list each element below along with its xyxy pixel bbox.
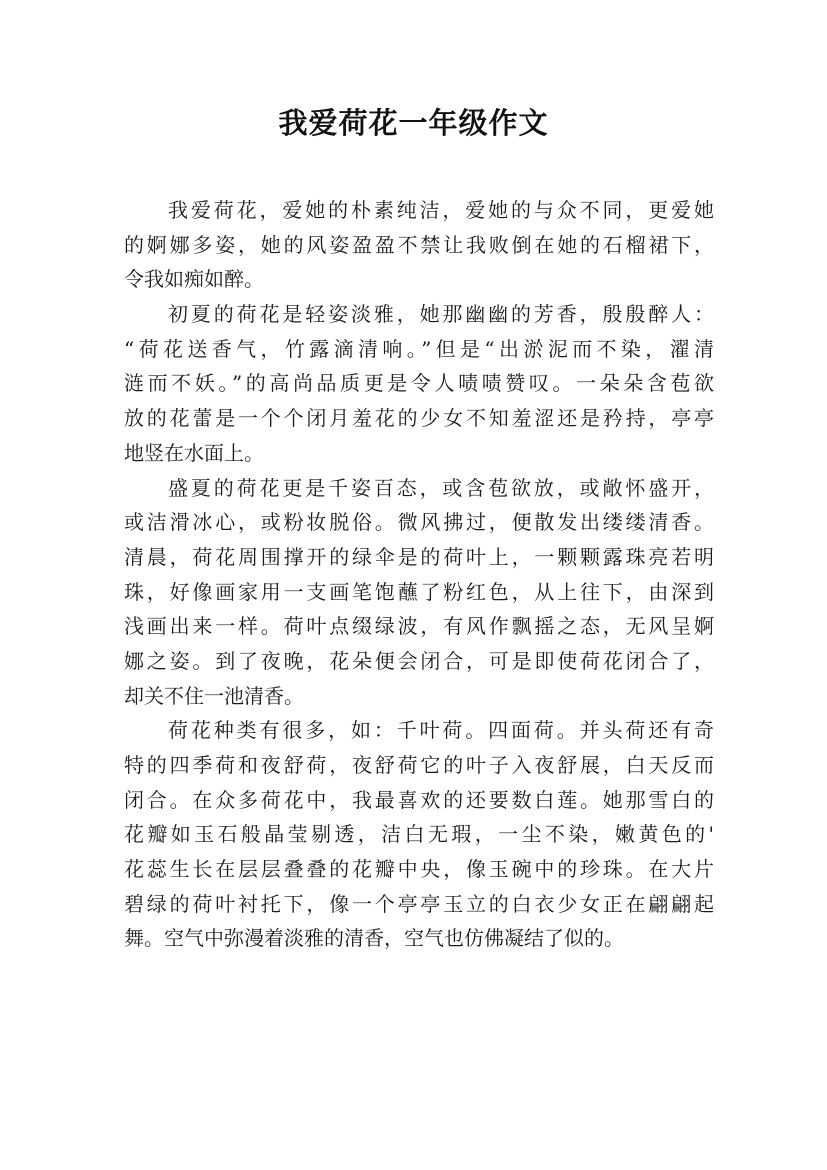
text-line: 却关不住一池清香。 [124,683,304,708]
text-line: 我爱荷花，爱她的朴素纯洁，爱她的与众不同，更爱她 [168,198,714,222]
text-line: 花蕊生长在层层叠叠的花瓣中央，像玉碗中的珍珠。在大片 [124,857,714,882]
text-line: 初夏的荷花是轻姿淡雅，她那幽幽的芳香，殷殷醉人： [168,302,714,327]
text-line: 令我如痴如醉。 [124,267,264,292]
text-line: 舞。空气中弥漫着淡雅的清香，空气也仿佛凝结了似的。 [124,926,624,951]
text-line: 特的四季荷和夜舒荷，夜舒荷它的叶子入夜舒展，白天反而 [124,753,714,777]
paragraph-4 [124,713,714,956]
document-title: 我爱荷花一年级作文 [278,106,549,140]
text-line: 放的花蕾是一个个闭月羞花的少女不知羞涩还是矜持，亭亭 [124,406,714,431]
text-line: 闭合。在众多荷花中，我最喜欢的还要数白莲。她那雪白的 [124,787,714,812]
text-line: 地竖在水面上。 [124,440,264,465]
text-line: 盛夏的荷花更是千姿百态，或含苞欲放，或敞怀盛开， [168,475,714,500]
text-line: 或洁滑冰心，或粉妆脱俗。微风拂过，便散发出缕缕清香。 [124,510,714,535]
paragraph-1 [124,193,714,297]
text-line: 碧绿的荷叶衬托下，像一个亭亭玉立的白衣少女正在翩翩起 [124,891,714,916]
text-line: 珠，好像画家用一支画笔饱蘸了粉红色，从上往下，由深到 [124,579,714,604]
text-line: 娜之姿。到了夜晚，花朵便会闭合，可是即使荷花闭合了， [124,648,714,673]
document-body [124,193,714,956]
text-line: “荷花送香气，竹露滴清响。”但是“出淤泥而不染，濯清 [124,336,714,361]
paragraph-3 [124,471,714,714]
text-line: 荷花种类有很多，如：千叶荷。四面荷。并头荷还有奇 [168,718,714,743]
paragraph-2 [124,297,714,470]
text-line: 涟而不妖。”的高尚品质更是令人啧啧赞叹。一朵朵含苞欲 [124,371,714,396]
text-line: 的婀娜多姿，她的风姿盈盈不禁让我败倒在她的石榴裙下， [124,232,714,257]
text-line: 浅画出来一样。荷叶点缀绿波，有风作飘摇之态，无风呈婀 [124,614,714,639]
text-line: 清晨，荷花周围撑开的绿伞是的荷叶上，一颗颗露珠亮若明 [124,544,714,569]
text-line: 花瓣如玉石般晶莹剔透，洁白无瑕，一尘不染，嫩黄色的' [124,822,714,847]
